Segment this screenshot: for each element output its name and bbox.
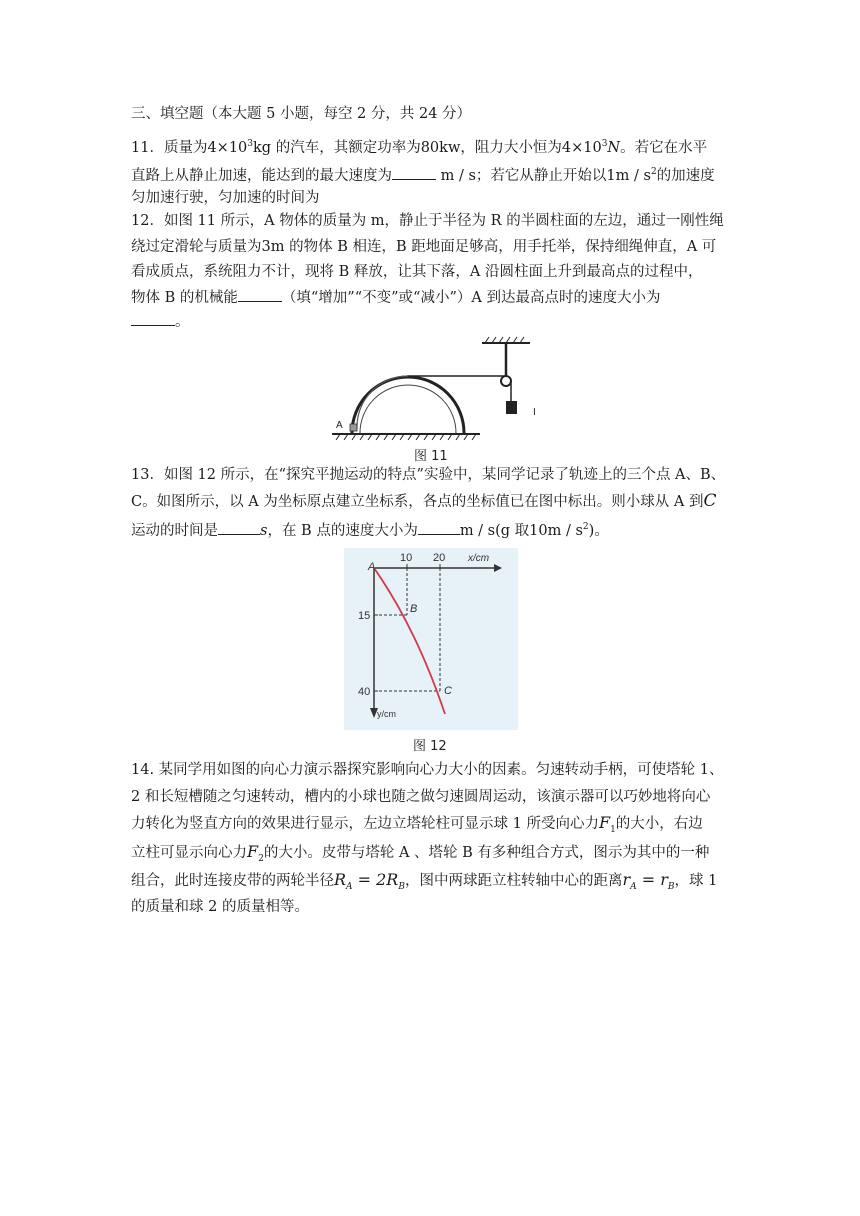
block-b <box>506 401 517 414</box>
q11-line1 <box>131 134 707 158</box>
q12-line1: 12．如图 11 所示，A 物体的质量为 m，静止于半径为 R 的半圆柱面的左边，通过一刚性绳 <box>131 213 724 229</box>
q11-mass: 4×10 <box>207 139 248 156</box>
q14-symbol: = 2R <box>352 870 399 889</box>
q11-exp: 2 <box>650 167 657 177</box>
q13-gravity: (g 取10m / s <box>495 522 583 539</box>
point-a-label: A <box>368 561 376 573</box>
q14-text: ，球 1 <box>674 873 718 889</box>
q14-subscript: A <box>630 881 637 892</box>
q13-text: ，在 B 点的速度大小为 <box>267 522 418 539</box>
q11-force: 4×10 <box>561 139 602 156</box>
q11-text: 的加速度 <box>656 167 715 184</box>
q13-unit: m / s <box>459 522 496 539</box>
q14-line2: 2 和长短槽随之匀速转动，槽内的小球也随之做匀速圆周运动，该演示器可以巧妙地将向心 <box>131 789 711 805</box>
q12-text: 。 <box>175 314 190 330</box>
q11-text: 11．质量为 <box>131 139 208 156</box>
x-axis-label: x/cm <box>468 553 490 564</box>
q12-line5 <box>131 311 190 332</box>
answer-blank[interactable] <box>218 520 260 535</box>
answer-blank[interactable] <box>131 311 175 326</box>
q11-unit: N <box>607 139 621 156</box>
q11-power: 80kw <box>420 139 461 156</box>
q14-text: 的大小，右边 <box>615 816 703 832</box>
q12-line2: 绕过定滑轮与质量为3m 的物体 B 相连，B 距地面足够高，用手托举，保持细绳伸直，A 可 <box>131 239 717 255</box>
q14-line1: 14. 某同学用如图的向心力演示器探究影响向心力大小的因素。匀速转动手柄，可使塔轮 1、 <box>131 762 724 778</box>
x-label-10: 10 <box>400 552 413 564</box>
q11-text: ；若它从静止开始以 <box>475 167 607 184</box>
y-axis-label: y/cm <box>377 709 396 719</box>
q14-text: 立柱可显示向心力 <box>131 845 247 861</box>
q13-text: 运动的时间是 <box>131 522 218 539</box>
q14-subscript: 2 <box>258 853 264 864</box>
half-cylinder-inner <box>360 385 456 433</box>
answer-blank[interactable] <box>238 287 282 302</box>
q14-symbol: F <box>247 842 259 861</box>
q12-line4 <box>131 287 660 308</box>
q11-text: ，阻力大小恒为 <box>460 139 562 156</box>
figure-12 <box>344 548 518 730</box>
y-label-40: 40 <box>358 686 371 698</box>
y-label-15: 15 <box>358 610 371 622</box>
q12-line3: 看成质点，系统阻力不计，现将 B 释放，让其下落，A 沿圆柱面上升到最高点的过程中， <box>131 264 703 280</box>
answer-blank[interactable] <box>418 520 460 535</box>
q13-paren: ) <box>588 522 595 539</box>
q11-line2 <box>131 162 715 186</box>
pulley <box>501 376 511 386</box>
q14-symbol: R <box>334 870 347 889</box>
q11-text: 。若它在水平 <box>620 139 708 156</box>
q13-line1: 13．如图 12 所示，在“探究平抛运动的特点”实验中，某同学记录了轨迹上的三个点 A、B、 <box>131 467 726 483</box>
q11-accel: 1m / s <box>606 167 651 184</box>
q11-text: 直路上从静止加速，能达到的最大速度为 <box>131 167 392 184</box>
label-a: A <box>336 420 343 431</box>
q14-subscript: B <box>667 881 675 892</box>
q14-line6: 的质量和球 2 的质量相等。 <box>131 899 309 915</box>
q14-line3 <box>131 813 703 840</box>
q12-text: A 到达最高点时的速度大小为 <box>471 290 661 306</box>
q13-unit: s <box>260 522 268 539</box>
figure-11 <box>330 335 550 445</box>
q11-exp: 3 <box>601 139 608 149</box>
q13-line3 <box>131 517 609 541</box>
q12-text: （填“增加”“不变”或“减小”） <box>281 290 472 306</box>
q14-text: 力转化为竖直方向的效果进行显示，左边立塔轮柱可显示球 1 所受向心力 <box>131 816 599 832</box>
q14-subscript: B <box>398 881 405 892</box>
q13-line2 <box>131 491 717 512</box>
label-b: I <box>533 407 536 418</box>
q13-point-c: C <box>703 491 717 511</box>
q12-text: 物体 B 的机械能 <box>131 290 238 306</box>
q14-symbol: r <box>622 870 631 889</box>
q14-line4 <box>131 842 709 869</box>
q14-symbol: = r <box>636 870 668 889</box>
q14-line5 <box>131 870 717 897</box>
q14-text: 的大小。皮带与塔轮 A 、塔轮 B 有多种组合方式，图示为其中的一种 <box>263 845 710 861</box>
q14-text: 组合，此时连接皮带的两轮半径 <box>131 873 334 889</box>
q11-text: kg 的汽车，其额定功率为 <box>253 139 421 156</box>
q11-line3: 匀加速行驶，匀加速的时间为 <box>131 190 320 206</box>
q14-text: ，图中两球距立柱转轴中心的距离 <box>404 873 623 889</box>
q11-unit: m / s <box>440 167 476 184</box>
q13-text: 。 <box>594 522 609 539</box>
section-heading: 三、填空题（本大题 5 小题，每空 2 分，共 24 分） <box>131 106 472 122</box>
figure-12-caption: 图 12 <box>413 739 447 754</box>
q13-text: C。如图所示，以 A 为坐标原点建立坐标系，各点的坐标值已在图中标出。则小球从 A 到 <box>131 494 704 510</box>
x-label-20: 20 <box>433 552 446 564</box>
q14-subscript: 1 <box>610 824 616 835</box>
point-b-label: B <box>410 603 418 615</box>
point-c-label: C <box>444 685 452 697</box>
q13-exp: 2 <box>582 522 589 532</box>
q11-exp: 3 <box>247 139 254 149</box>
figure-12-background <box>344 548 518 730</box>
object-a <box>350 424 357 431</box>
q14-subscript: A <box>346 881 353 892</box>
answer-blank[interactable] <box>392 165 436 180</box>
q14-symbol: F <box>598 813 611 832</box>
figure-11-caption: 图 11 <box>414 449 448 464</box>
